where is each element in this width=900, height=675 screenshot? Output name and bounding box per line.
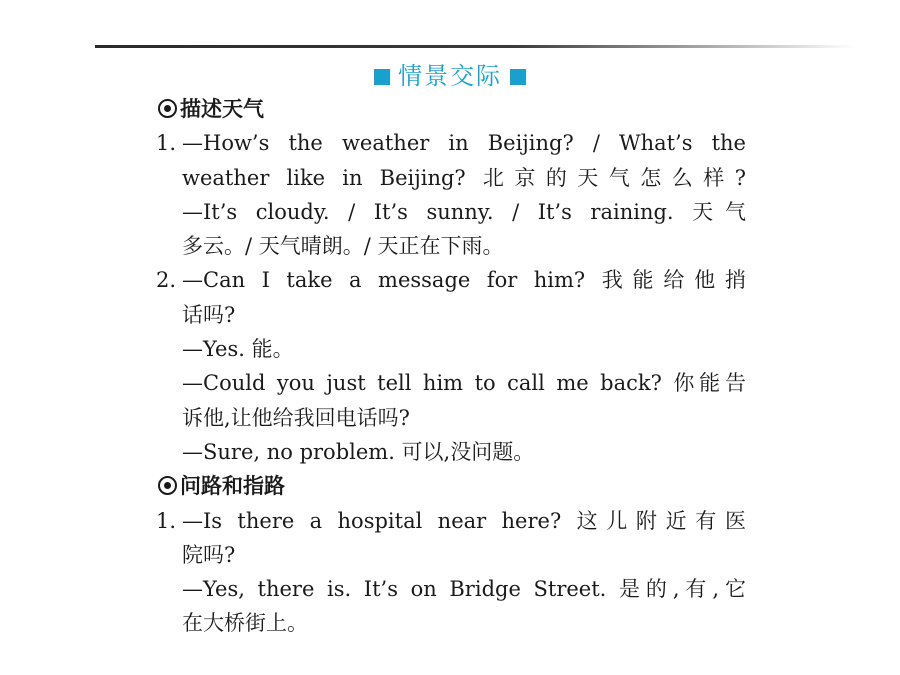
- dialogue-line: —Yes. 能。: [182, 337, 294, 362]
- section-heading-text: 描述天气: [180, 97, 264, 121]
- square-icon: [510, 69, 526, 85]
- dialogue-body: [182, 263, 746, 469]
- dialogue-line: —Is there a hospital near here? 这儿附近有医: [182, 508, 746, 533]
- dialogue-line: 话吗?: [182, 302, 236, 327]
- page-title-text: 情景交际: [398, 62, 502, 90]
- item-number: 1.: [156, 131, 177, 156]
- page-title: [0, 56, 900, 91]
- dialogue-line: 多云。/ 天气晴朗。/ 天正在下雨。: [182, 234, 504, 259]
- dialogue-line: —Yes, there is. It’s on Bridge Street. 是的,有,它: [182, 577, 746, 602]
- dialogue-line: —Can I take a message for him? 我能给他捎: [182, 268, 746, 293]
- top-divider: [95, 45, 855, 48]
- dialogue-body: [182, 126, 746, 263]
- target-bullet-icon: [158, 99, 177, 118]
- dialogue-item: [156, 504, 746, 641]
- dialogue-line: —How’s the weather in Beijing? / What’s the: [182, 131, 746, 156]
- dialogue-line: —Sure, no problem. 可以,没问题。: [182, 439, 535, 464]
- square-icon: [374, 69, 390, 85]
- dialogue-line: 在大桥街上。: [182, 611, 308, 636]
- dialogue-body: [182, 504, 746, 641]
- section-heading-weather: [158, 92, 746, 126]
- dialogue-item: [156, 126, 746, 263]
- dialogue-line: —It’s cloudy. / It’s sunny. / It’s raining. 天气: [182, 199, 746, 224]
- dialogue-line: weather like in Beijing? 北京的天气怎么样?: [182, 165, 746, 190]
- section-heading-text: 问路和指路: [180, 474, 285, 499]
- target-bullet-icon: [158, 476, 177, 495]
- content: [156, 92, 746, 641]
- section-heading-directions: [158, 469, 746, 503]
- item-number: 1.: [156, 508, 177, 533]
- dialogue-line: 诉他,让他给我回电话吗?: [182, 405, 410, 430]
- dialogue-line: —Could you just tell him to call me back? 你能告: [182, 371, 746, 396]
- dialogue-line: 院吗?: [182, 542, 236, 567]
- item-number: 2.: [156, 268, 177, 293]
- dialogue-item: [156, 263, 746, 469]
